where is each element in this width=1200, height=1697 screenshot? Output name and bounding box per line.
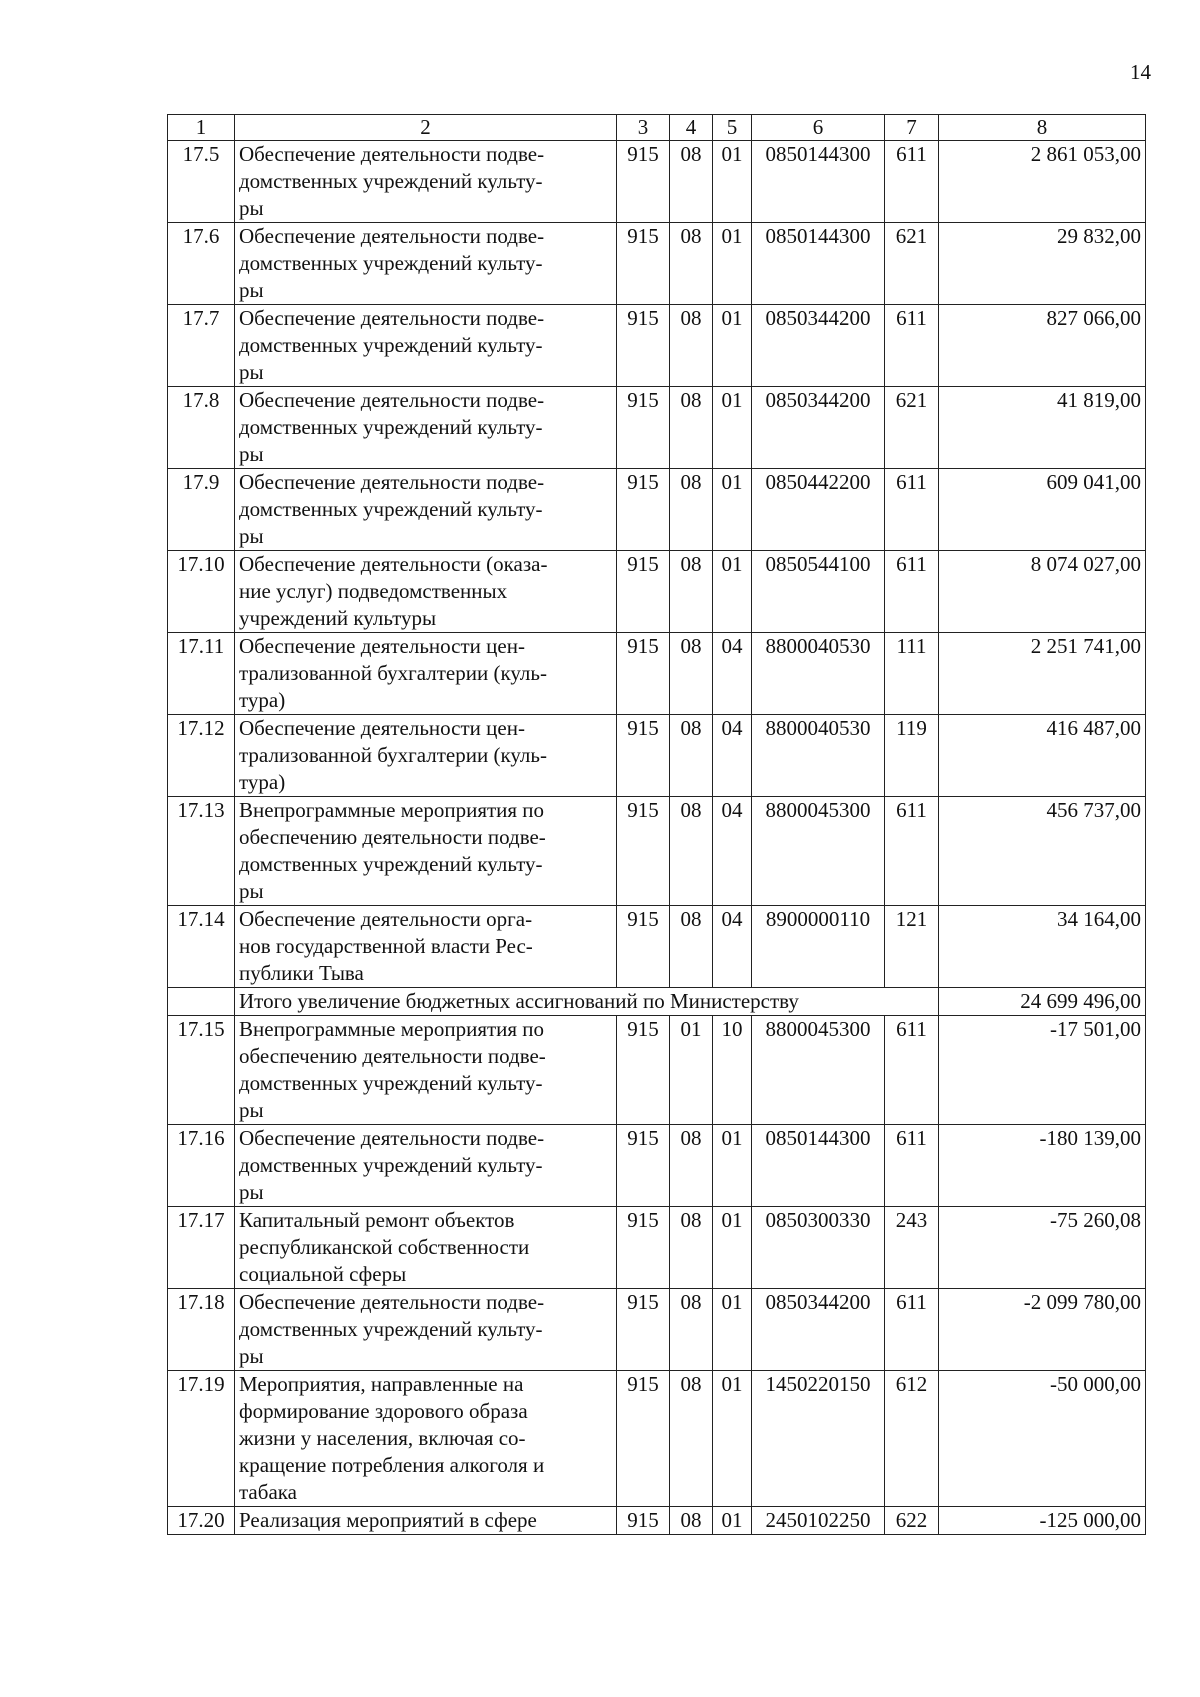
col6-code: 0850344200 bbox=[752, 387, 885, 469]
col5-code: 01 bbox=[713, 1125, 752, 1207]
col7-code: 111 bbox=[885, 633, 939, 715]
col4-code: 08 bbox=[670, 1507, 713, 1535]
row-description: Обеспечение деятельности орга- нов государственной власти Рес- публики Тыва bbox=[235, 906, 617, 988]
table-row bbox=[168, 469, 1146, 551]
table-row bbox=[168, 551, 1146, 633]
col6-code: 2450102250 bbox=[752, 1507, 885, 1535]
row-amount: 456 737,00 bbox=[939, 797, 1146, 906]
col5-code: 01 bbox=[713, 551, 752, 633]
col6-code: 0850144300 bbox=[752, 223, 885, 305]
table-row bbox=[168, 141, 1146, 223]
row-number: 17.11 bbox=[168, 633, 235, 715]
col7-code: 611 bbox=[885, 141, 939, 223]
row-description: Капитальный ремонт объектов республиканской собственности социальной сферы bbox=[235, 1207, 617, 1289]
col3-code: 915 bbox=[617, 715, 670, 797]
col3-code: 915 bbox=[617, 1207, 670, 1289]
col5-code: 01 bbox=[713, 305, 752, 387]
col5-code: 01 bbox=[713, 387, 752, 469]
total-row-number bbox=[168, 988, 235, 1016]
table-row bbox=[168, 715, 1146, 797]
col5-code: 01 bbox=[713, 1289, 752, 1371]
col3-code: 915 bbox=[617, 141, 670, 223]
col6-code: 0850344200 bbox=[752, 305, 885, 387]
table-row bbox=[168, 1507, 1146, 1535]
col3-code: 915 bbox=[617, 797, 670, 906]
row-number: 17.19 bbox=[168, 1371, 235, 1507]
table-row bbox=[168, 797, 1146, 906]
row-amount: 416 487,00 bbox=[939, 715, 1146, 797]
col6-code: 0850442200 bbox=[752, 469, 885, 551]
row-number: 17.12 bbox=[168, 715, 235, 797]
row-amount: -17 501,00 bbox=[939, 1016, 1146, 1125]
col3-code: 915 bbox=[617, 906, 670, 988]
col7-code: 622 bbox=[885, 1507, 939, 1535]
row-number: 17.9 bbox=[168, 469, 235, 551]
col6-code: 0850300330 bbox=[752, 1207, 885, 1289]
col4-code: 08 bbox=[670, 633, 713, 715]
col4-code: 08 bbox=[670, 387, 713, 469]
row-number: 17.6 bbox=[168, 223, 235, 305]
col5-code: 01 bbox=[713, 1371, 752, 1507]
table-row bbox=[168, 387, 1146, 469]
col4-code: 08 bbox=[670, 469, 713, 551]
col7-code: 612 bbox=[885, 1371, 939, 1507]
col7-code: 621 bbox=[885, 387, 939, 469]
col3-code: 915 bbox=[617, 633, 670, 715]
header-cell: 8 bbox=[939, 115, 1146, 141]
col7-code: 121 bbox=[885, 906, 939, 988]
row-number: 17.17 bbox=[168, 1207, 235, 1289]
col6-code: 8800045300 bbox=[752, 797, 885, 906]
header-cell: 1 bbox=[168, 115, 235, 141]
row-amount: -75 260,08 bbox=[939, 1207, 1146, 1289]
col6-code: 0850144300 bbox=[752, 1125, 885, 1207]
page-number: 14 bbox=[1130, 60, 1151, 84]
col3-code: 915 bbox=[617, 387, 670, 469]
col5-code: 04 bbox=[713, 906, 752, 988]
row-amount: -180 139,00 bbox=[939, 1125, 1146, 1207]
col7-code: 611 bbox=[885, 797, 939, 906]
col7-code: 119 bbox=[885, 715, 939, 797]
col7-code: 611 bbox=[885, 1125, 939, 1207]
col4-code: 01 bbox=[670, 1016, 713, 1125]
row-number: 17.15 bbox=[168, 1016, 235, 1125]
row-number: 17.13 bbox=[168, 797, 235, 906]
col5-code: 01 bbox=[713, 141, 752, 223]
row-description: Обеспечение деятельности цен- трализованной бухгалтерии (куль- тура) bbox=[235, 715, 617, 797]
header-cell: 6 bbox=[752, 115, 885, 141]
row-description: Обеспечение деятельности подве- домственных учреждений культу- ры bbox=[235, 223, 617, 305]
row-description: Мероприятия, направленные на формирование здорового образа жизни у населения, включая со- кращение потребления алкоголя и табака bbox=[235, 1371, 617, 1507]
row-amount: 29 832,00 bbox=[939, 223, 1146, 305]
row-description: Обеспечение деятельности подве- домственных учреждений культу- ры bbox=[235, 305, 617, 387]
col6-code: 1450220150 bbox=[752, 1371, 885, 1507]
row-number: 17.10 bbox=[168, 551, 235, 633]
col5-code: 10 bbox=[713, 1016, 752, 1125]
col4-code: 08 bbox=[670, 906, 713, 988]
table-row bbox=[168, 1371, 1146, 1507]
col7-code: 611 bbox=[885, 305, 939, 387]
col3-code: 915 bbox=[617, 1507, 670, 1535]
table-row bbox=[168, 906, 1146, 988]
row-description: Обеспечение деятельности (оказа- ние услуг) подведомственных учреждений культуры bbox=[235, 551, 617, 633]
row-amount: 827 066,00 bbox=[939, 305, 1146, 387]
table-row bbox=[168, 305, 1146, 387]
col3-code: 915 bbox=[617, 305, 670, 387]
col3-code: 915 bbox=[617, 1289, 670, 1371]
col3-code: 915 bbox=[617, 1125, 670, 1207]
row-amount: 41 819,00 bbox=[939, 387, 1146, 469]
row-amount: 2 861 053,00 bbox=[939, 141, 1146, 223]
col4-code: 08 bbox=[670, 305, 713, 387]
row-description: Обеспечение деятельности подве- домственных учреждений культу- ры bbox=[235, 469, 617, 551]
col7-code: 611 bbox=[885, 551, 939, 633]
total-row bbox=[168, 988, 1146, 1016]
col3-code: 915 bbox=[617, 551, 670, 633]
row-amount: 34 164,00 bbox=[939, 906, 1146, 988]
col4-code: 08 bbox=[670, 1207, 713, 1289]
col4-code: 08 bbox=[670, 715, 713, 797]
row-number: 17.5 bbox=[168, 141, 235, 223]
row-number: 17.7 bbox=[168, 305, 235, 387]
row-description: Внепрограммные мероприятия по обеспечению деятельности подве- домственных учреждений культу- ры bbox=[235, 1016, 617, 1125]
col4-code: 08 bbox=[670, 1125, 713, 1207]
col5-code: 01 bbox=[713, 223, 752, 305]
col4-code: 08 bbox=[670, 1289, 713, 1371]
row-number: 17.8 bbox=[168, 387, 235, 469]
col7-code: 611 bbox=[885, 469, 939, 551]
col5-code: 01 bbox=[713, 469, 752, 551]
row-description: Обеспечение деятельности цен- трализованной бухгалтерии (куль- тура) bbox=[235, 633, 617, 715]
col6-code: 8800040530 bbox=[752, 633, 885, 715]
col5-code: 04 bbox=[713, 715, 752, 797]
header-cell: 5 bbox=[713, 115, 752, 141]
table-row bbox=[168, 1125, 1146, 1207]
table-row bbox=[168, 1289, 1146, 1371]
col5-code: 04 bbox=[713, 633, 752, 715]
col6-code: 0850544100 bbox=[752, 551, 885, 633]
col3-code: 915 bbox=[617, 469, 670, 551]
row-description: Реализация мероприятий в сфере bbox=[235, 1507, 617, 1535]
row-amount: -125 000,00 bbox=[939, 1507, 1146, 1535]
col3-code: 915 bbox=[617, 1016, 670, 1125]
header-cell: 7 bbox=[885, 115, 939, 141]
col5-code: 01 bbox=[713, 1207, 752, 1289]
col6-code: 0850344200 bbox=[752, 1289, 885, 1371]
col3-code: 915 bbox=[617, 223, 670, 305]
row-number: 17.18 bbox=[168, 1289, 235, 1371]
col4-code: 08 bbox=[670, 797, 713, 906]
header-cell: 4 bbox=[670, 115, 713, 141]
col6-code: 8900000110 bbox=[752, 906, 885, 988]
header-row bbox=[168, 115, 1146, 141]
total-label: Итого увеличение бюджетных ассигнований по Министерству bbox=[235, 988, 939, 1016]
row-number: 17.16 bbox=[168, 1125, 235, 1207]
total-amount: 24 699 496,00 bbox=[939, 988, 1146, 1016]
col7-code: 611 bbox=[885, 1289, 939, 1371]
col7-code: 611 bbox=[885, 1016, 939, 1125]
col7-code: 621 bbox=[885, 223, 939, 305]
row-amount: 609 041,00 bbox=[939, 469, 1146, 551]
row-amount: 8 074 027,00 bbox=[939, 551, 1146, 633]
col6-code: 8800045300 bbox=[752, 1016, 885, 1125]
table-row bbox=[168, 633, 1146, 715]
col5-code: 01 bbox=[713, 1507, 752, 1535]
col3-code: 915 bbox=[617, 1371, 670, 1507]
table-row bbox=[168, 1207, 1146, 1289]
row-description: Обеспечение деятельности подве- домственных учреждений культу- ры bbox=[235, 1125, 617, 1207]
row-number: 17.20 bbox=[168, 1507, 235, 1535]
col6-code: 8800040530 bbox=[752, 715, 885, 797]
col6-code: 0850144300 bbox=[752, 141, 885, 223]
row-amount: -50 000,00 bbox=[939, 1371, 1146, 1507]
header-cell: 3 bbox=[617, 115, 670, 141]
row-description: Обеспечение деятельности подве- домственных учреждений культу- ры bbox=[235, 387, 617, 469]
budget-allocations-table bbox=[167, 114, 1146, 1535]
col4-code: 08 bbox=[670, 223, 713, 305]
col7-code: 243 bbox=[885, 1207, 939, 1289]
row-number: 17.14 bbox=[168, 906, 235, 988]
row-description: Внепрограммные мероприятия по обеспечению деятельности подве- домственных учреждений культу- ры bbox=[235, 797, 617, 906]
row-description: Обеспечение деятельности подве- домственных учреждений культу- ры bbox=[235, 141, 617, 223]
table-row bbox=[168, 1016, 1146, 1125]
table-row bbox=[168, 223, 1146, 305]
row-amount: 2 251 741,00 bbox=[939, 633, 1146, 715]
row-amount: -2 099 780,00 bbox=[939, 1289, 1146, 1371]
col4-code: 08 bbox=[670, 551, 713, 633]
col4-code: 08 bbox=[670, 141, 713, 223]
row-description: Обеспечение деятельности подве- домственных учреждений культу- ры bbox=[235, 1289, 617, 1371]
header-cell: 2 bbox=[235, 115, 617, 141]
col5-code: 04 bbox=[713, 797, 752, 906]
col4-code: 08 bbox=[670, 1371, 713, 1507]
table-body bbox=[168, 115, 1146, 1535]
